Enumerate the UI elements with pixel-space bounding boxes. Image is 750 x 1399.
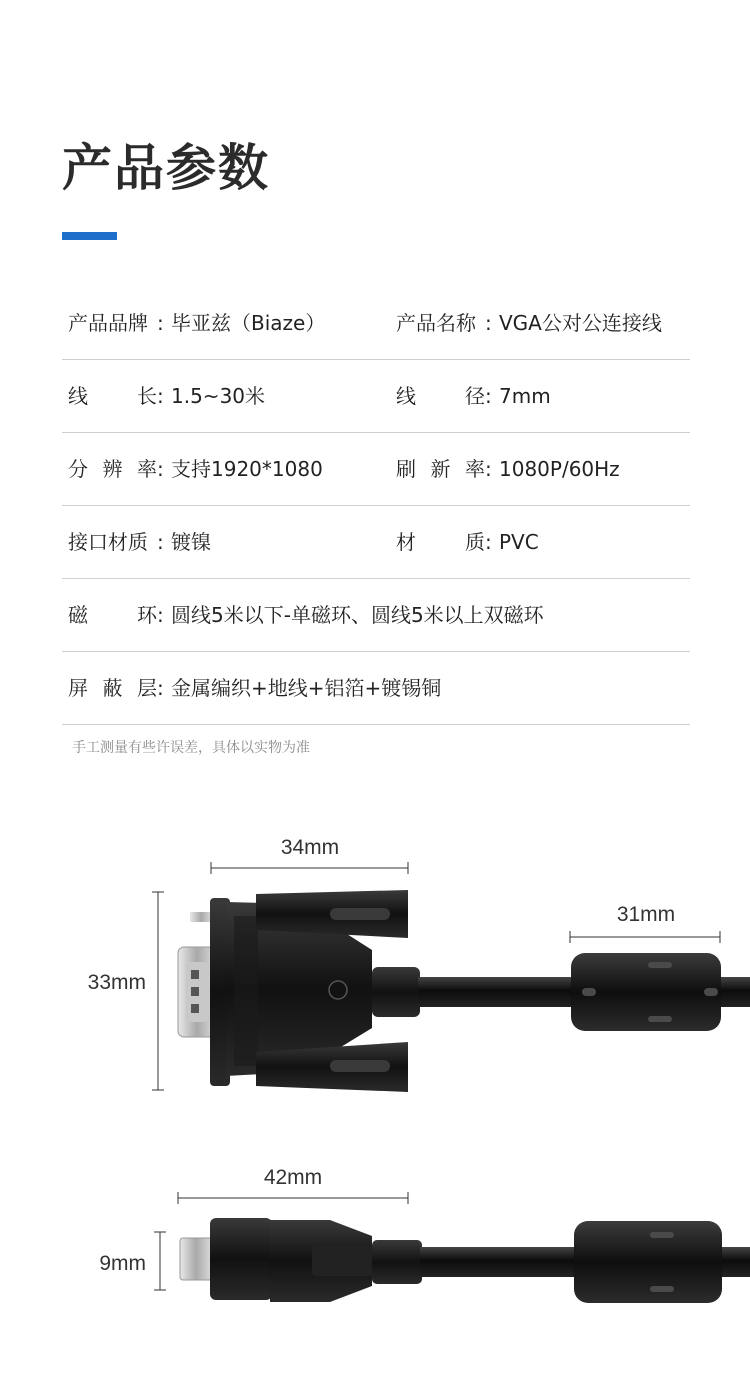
spec-shielding: 屏蔽层: 金属编织+地线+铝箔+镀锡铜 — [68, 652, 441, 724]
spec-diameter: 线径: 7mm — [396, 360, 551, 432]
spec-label: 产品品牌 — [68, 311, 148, 335]
spec-value: PVC — [499, 530, 539, 554]
spec-row-ferrite — [62, 579, 690, 652]
spec-interface-material: 接口材质 : 镀镍 — [68, 506, 211, 578]
spec-resolution: 分辨率: 支持1920*1080 — [68, 433, 323, 505]
spec-value: 金属编织+地线+铝箔+镀锡铜 — [171, 676, 442, 700]
spec-ferrite-ring: 磁环: 圆线5米以下-单磁环、圆线5米以上双磁环 — [68, 579, 544, 651]
vga-connector-side-view — [180, 1218, 422, 1302]
dim-connector-length — [178, 1166, 408, 1204]
spec-refresh-rate: 刷新率: 1080P/60Hz — [396, 433, 620, 505]
spec-brand: 产品品牌 : 毕亚兹（Biaze） — [68, 287, 325, 359]
spec-value: VGA公对公连接线 — [499, 311, 662, 335]
ferrite-core-top — [571, 953, 721, 1031]
spec-row-length — [62, 360, 690, 433]
spec-value: 支持1920*1080 — [171, 457, 323, 481]
spec-label: 线径 — [396, 384, 485, 408]
spec-label: 刷新率 — [396, 457, 485, 481]
spec-label: 线长 — [68, 384, 157, 408]
vga-connector-top-view — [178, 890, 420, 1092]
dim-label-connector-length: 42mm — [263, 1166, 323, 1189]
ferrite-core-side — [574, 1221, 722, 1303]
spec-row-resolution — [62, 433, 690, 506]
spec-value: 圆线5米以下-单磁环、圆线5米以上双磁环 — [171, 603, 544, 627]
spec-label: 屏蔽层 — [68, 676, 157, 700]
dim-label-connector-width: 34mm — [280, 836, 340, 859]
spec-label: 产品名称 — [396, 311, 476, 335]
spec-label: 材质 — [396, 530, 485, 554]
spec-value: 1.5~30米 — [171, 384, 266, 408]
spec-table — [62, 287, 690, 725]
dim-ferrite-length — [570, 903, 720, 943]
spec-row-material — [62, 506, 690, 579]
measurement-note: 手工测量有些许误差，具体以实物为准 — [72, 740, 310, 756]
dim-label-connector-height: 33mm — [87, 971, 146, 994]
spec-label: 磁环 — [68, 603, 157, 627]
dimension-diagram — [0, 820, 750, 1390]
spec-label: 分辨率 — [68, 457, 157, 481]
dim-label-ferrite-length: 31mm — [616, 903, 676, 926]
spec-row-shielding — [62, 652, 690, 725]
dim-label-connector-thickness: 9mm — [99, 1252, 146, 1275]
dim-connector-width — [211, 836, 408, 874]
page-title: 产品参数 — [62, 139, 270, 197]
title-accent-bar — [62, 232, 117, 240]
spec-length: 线长: 1.5~30米 — [68, 360, 265, 432]
spec-value: 1080P/60Hz — [499, 457, 620, 481]
spec-label: 接口材质 — [68, 530, 148, 554]
dim-connector-thickness — [99, 1232, 166, 1290]
spec-value: 7mm — [499, 384, 551, 408]
spec-row-brand — [62, 287, 690, 360]
spec-value: 镀镍 — [171, 530, 211, 554]
dim-connector-height — [88, 892, 164, 1090]
spec-value: 毕亚兹（Biaze） — [171, 311, 326, 335]
spec-product-name: 产品名称 : VGA公对公连接线 — [396, 287, 662, 359]
spec-material: 材质: PVC — [396, 506, 539, 578]
